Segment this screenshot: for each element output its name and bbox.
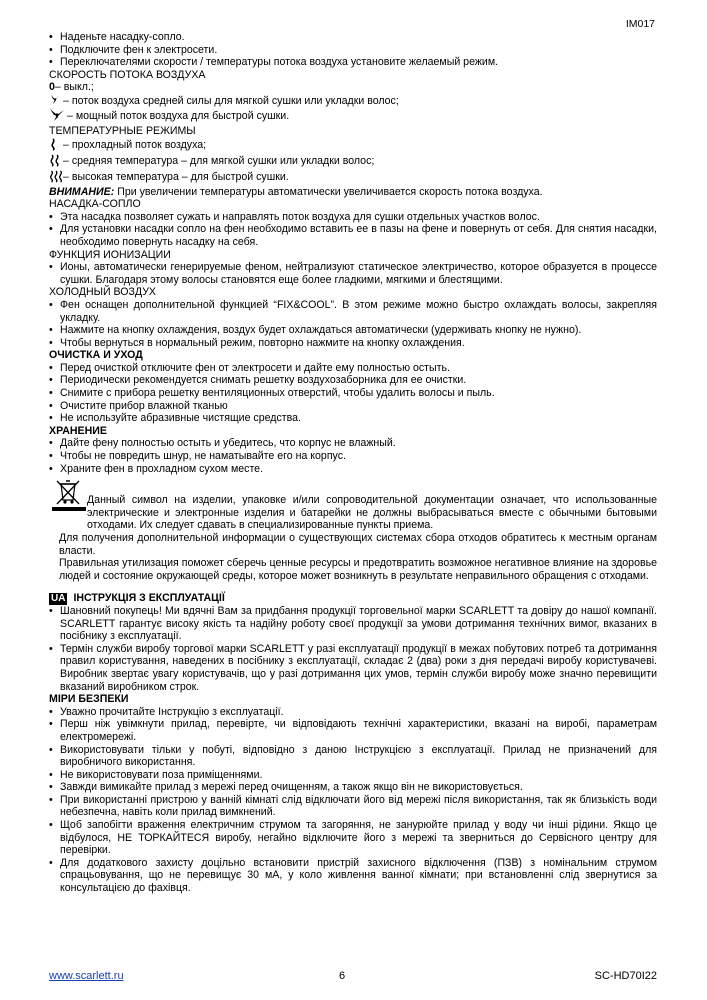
bullet-icon: • <box>49 604 53 617</box>
bullet-icon: • <box>49 450 53 463</box>
speed-item-off: 0 – выкл.; <box>49 81 94 94</box>
bullet-icon: • <box>49 374 53 387</box>
weee-info: Для получения дополнительной информации о существующих системах сбора отходов обратитесь к местным органам власти. <box>59 532 657 557</box>
list-item: • Подключите фен к электросети. <box>49 43 218 56</box>
list-item: • Очистите прибор влажной тканью <box>49 399 228 412</box>
heat-1-icon <box>49 138 63 154</box>
list-item: • Периодически рекомендуется снимать решетку воздухозаборника для ее очистки. <box>49 374 467 387</box>
bullet-icon: • <box>49 781 53 794</box>
warning-note: ВНИМАНИЕ: При увеличении температуры автоматически увеличивается скорость потока воздуха. <box>49 185 543 198</box>
bullet-icon: • <box>49 210 53 223</box>
heat-3-icon <box>49 170 63 186</box>
list-item: • При використанні пристрою у ванній кімнаті слід відключати його від мережі після використання, так як близькість води небезпечна, навіть коли прилад вимкнений. <box>49 793 657 819</box>
weee-block <box>49 478 657 532</box>
page-content <box>49 31 657 895</box>
list-item: • Використовувати тільки у побуті, відповідно з даною Інструкцією з експлуатації. Прилад не призначений для виробничого використання. <box>49 743 657 769</box>
list-item: • Перш ніж увімкнути прилад, перевірте, чи відповідають технічні характеристики, вказані на виробі, параметрам електромережі. <box>49 718 657 743</box>
list-item: • Переключателями скорости / температуры потока воздуха установите желаемый режим. <box>49 56 499 69</box>
list-item: • Не используйте абразивные чистящие средства. <box>49 412 301 425</box>
bullet-icon: • <box>49 412 53 425</box>
bullet-icon: • <box>49 793 53 806</box>
list-item: • Снимите с прибора решетку вентиляционных отверстий, чтобы удалить волосы и пыль. <box>49 387 495 400</box>
list-item: • Перед очисткой отключите фен от электросети и дайте ему полностью остыть. <box>49 361 450 374</box>
weee-text: Данный символ на изделии, упаковке и/или сопроводительной документации означает, что использованные электрические и электронные изделия и батарейки не должны выбрасываться вместе с обычными бытовыми отходами. Их следует сдавать в специализированные пункты приема. <box>87 494 657 532</box>
list-item: • Наденьте насадку-сопло. <box>49 31 185 43</box>
bullet-icon: • <box>49 768 53 781</box>
section-title-nozzle: НАСАДКА-СОПЛО <box>49 198 141 211</box>
list-item: • Уважно прочитайте Інструкцію з експлуатації. <box>49 705 284 718</box>
bullet-icon: • <box>49 43 53 56</box>
bullet-icon: • <box>49 856 53 869</box>
ua-language-badge: UA <box>51 592 66 604</box>
list-item: • Чтобы не повредить шнур, не наматывайте его на корпус. <box>49 450 346 463</box>
fan-small-icon <box>49 94 63 108</box>
bullet-icon: • <box>49 387 53 400</box>
list-item: • Для установки насадки сопло на фен необходимо вставить ее в пазы на фене и повернуть от себя. Для снятия насадки, необходимо повернуть насадку на себя. <box>49 223 657 248</box>
section-title-cool-air: ХОЛОДНЫЙ ВОЗДУХ <box>49 286 156 299</box>
list-item: • Ионы, автоматически генерируемые феном, нейтрализуют статическое электричество, которое образуется в процессе сушки. Благодаря этому волосы становятся еще более гладкими, мягкими и блестящими. <box>49 261 657 286</box>
ua-section-title: UA ІНСТРУКЦІЯ З ЕКСПЛУАТАЦІЇ <box>51 592 225 605</box>
list-item: • Шановний покупець! Ми вдячні Вам за придбання продукції торговельної марки SCARLETT та довіру до нашої компанії. SCARLETT гарантує високу якість та надійну роботу своєї продукції за умови дотримання технічних вимог, вказаних в посібнику з експлуатації. <box>49 604 657 643</box>
weee-disposal: Правильная утилизация поможет сберечь ценные ресурсы и предотвратить возможное негативное влияние на здоровье людей и состояние окружающей среды, которое может возникнуть в результате неправильного обращения с отходами. <box>59 557 657 582</box>
bullet-icon: • <box>49 399 53 412</box>
setup-list <box>49 31 657 69</box>
speed-item-medium: – поток воздуха средней силы для мягкой сушки или укладки волос; <box>49 94 657 108</box>
bullet-icon: • <box>49 31 53 43</box>
list-item: • Не використовувати поза приміщеннями. <box>49 768 263 781</box>
list-item: • Дайте фену полностью остыть и убедитесь, что корпус не влажный. <box>49 437 396 450</box>
bullet-icon: • <box>49 56 53 69</box>
heat-2-icon <box>49 154 63 170</box>
bullet-icon: • <box>49 336 53 349</box>
fan-large-icon <box>49 108 67 125</box>
section-title-speed: СКОРОСТЬ ПОТОКА ВОЗДУХА <box>49 68 206 81</box>
list-item: • Нажмите на кнопку охлаждения, воздух будет охлаждаться автоматически (удерживать кнопку не нужно). <box>49 324 582 337</box>
list-item: • Завжди вимикайте прилад з мережі перед очищенням, а також якщо він не використовується. <box>49 781 523 794</box>
page-footer <box>49 970 657 984</box>
model-code-header: IM017 <box>625 18 655 30</box>
list-item: • Эта насадка позволяет сужать и направлять поток воздуха для сушки отдельных участков волос. <box>49 210 540 223</box>
bullet-icon: • <box>49 223 53 236</box>
bullet-icon: • <box>49 462 53 475</box>
temp-item-high: – высокая температура – для быстрой сушки. <box>49 170 657 186</box>
section-title-safety: МІРИ БЕЗПЕКИ <box>49 693 129 706</box>
section-title-storage: ХРАНЕНИЕ <box>49 424 107 437</box>
bullet-icon: • <box>49 361 53 374</box>
list-item: • Щоб запобігти враження електричним струмом та загоряння, не занурюйте прилад у воду чи інші рідини. Якщо це відбулося, НЕ ТОРКАЙТЕСЯ виробу, негайно відключите його з мережі та зверниться до Сервісного центру для перевірки. <box>49 819 657 857</box>
bullet-icon: • <box>49 743 53 756</box>
speed-item-high: – мощный поток воздуха для быстрой сушки. <box>49 108 657 125</box>
bullet-icon: • <box>49 324 53 337</box>
website-link[interactable]: www.scarlett.ru <box>49 970 124 982</box>
list-item: • Чтобы вернуться в нормальный режим, повторно нажмите на кнопку охлаждения. <box>49 336 465 349</box>
bullet-icon: • <box>49 261 53 274</box>
bullet-icon: • <box>49 705 53 718</box>
crossed-bin-icon <box>49 478 89 514</box>
section-title-cleaning: ОЧИСТКА И УХОД <box>49 349 143 362</box>
temp-item-cool: – прохладный поток воздуха; <box>49 138 657 154</box>
bullet-icon: • <box>49 718 53 731</box>
bullet-icon: • <box>49 819 53 832</box>
list-item: • Храните фен в прохладном сухом месте. <box>49 462 264 475</box>
footer-model-code: SC-HD70I22 <box>594 970 657 982</box>
temp-item-medium: – средняя температура – для мягкой сушки или укладки волос; <box>49 154 657 170</box>
bullet-icon: • <box>49 437 53 450</box>
bullet-icon: • <box>49 642 53 655</box>
section-title-ionization: ФУНКЦИЯ ИОНИЗАЦИИ <box>49 248 171 261</box>
list-item: • Термін служби виробу торгової марки SCARLETT у разі експлуатації продукції в межах побутових потреб та дотримання правил користування, наведених в посібнику з експлуатації, складає 2 (два) роки з дня передачі виробу користувачеві. Виробник звертає увагу користувачів, що у разі дотримання цих умов, термін служби виробу може значно перевищити вказаний виробником строк. <box>49 642 657 693</box>
page-number: 6 <box>339 970 346 982</box>
section-title-temperature: ТЕМПЕРАТУРНЫЕ РЕЖИМЫ <box>49 124 196 137</box>
list-item: • Для додаткового захисту доцільно встановити пристрій захисного відключення (ПЗВ) з номінальним струмом спрацьовування, що не перевищує 30 мА, у коло живлення ванної кімнати; при встановленні слід звернутися за консультацією до фахівця. <box>49 856 657 895</box>
bullet-icon: • <box>49 298 53 311</box>
list-item: • Фен оснащен дополнительной функцией “FIX&COOL”. В этом режиме можно быстро охлаждать волосы, закрепляя укладку. <box>49 298 657 324</box>
